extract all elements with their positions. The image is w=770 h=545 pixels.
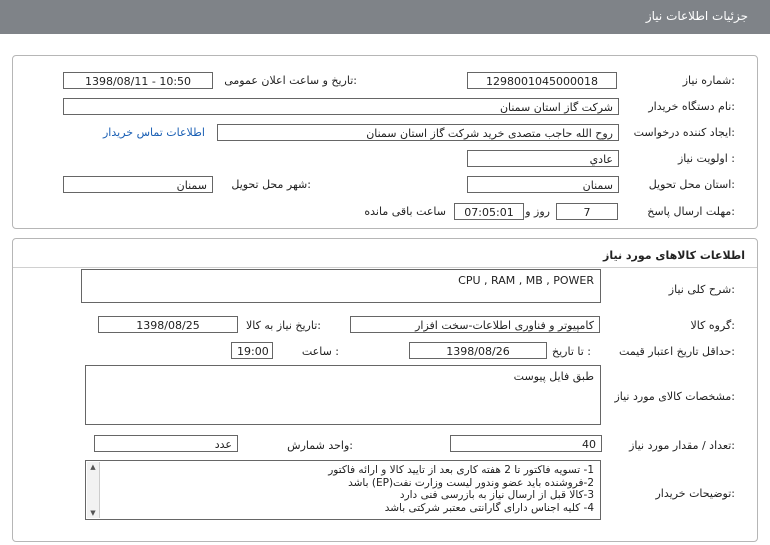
note-line: 3-کالا قبل از ارسال نیاز به بازرسی فنی دارد — [399, 489, 594, 501]
need-number-label: شماره نیاز: — [682, 74, 735, 87]
specs-field: طبق فایل پیوست — [85, 365, 601, 425]
need-number-field: 1298001045000018 — [467, 72, 617, 89]
province-field: سمنان — [467, 176, 619, 193]
goods-panel — [12, 238, 758, 542]
note-line: 4- کلیه اجناس دارای گارانتی معتبر شرکتی باشد — [384, 501, 594, 514]
scroll-up-icon[interactable]: ▲ — [90, 463, 96, 471]
city-label: شهر محل تحویل: — [231, 178, 311, 191]
need-date-field: 1398/08/25 — [98, 316, 238, 333]
days-and-label: روز و — [525, 205, 550, 218]
section-divider — [13, 267, 757, 268]
priority-field: عادي — [467, 150, 619, 167]
announce-date-label: تاریخ و ساعت اعلان عمومی: — [224, 74, 357, 87]
unit-label: واحد شمارش: — [287, 439, 353, 452]
hour-label: ساعت : — [301, 345, 339, 358]
announce-date-field: 1398/08/11 - 10:50 — [63, 72, 213, 89]
notes-label: توضیحات خریدار: — [655, 487, 735, 500]
title-bar — [0, 0, 770, 34]
qty-label: تعداد / مقدار مورد نیاز: — [629, 439, 735, 452]
qty-field: 40 — [450, 435, 602, 452]
creator-field: روح الله حاجب متصدی خرید شرکت گاز استان سمنان — [217, 124, 619, 141]
goods-section-title: اطلاعات کالاهای مورد نیاز — [603, 249, 745, 262]
page-title: جزئیات اطلاعات نیاز — [645, 9, 748, 23]
creator-label: ایجاد کننده درخواست: — [633, 126, 735, 139]
specs-label: مشخصات کالای مورد نیاز: — [614, 390, 735, 403]
note-line: 2-فروشنده باید عضو وندور لیست وزارت نفت(EP) باشد — [348, 476, 594, 489]
group-label: گروه کالا: — [690, 319, 735, 332]
hour-field: 19:00 — [231, 342, 273, 359]
deadline-time-field: 07:05:01 — [454, 203, 524, 220]
summary-field: CPU , RAM , MB , POWER — [81, 269, 601, 303]
unit-field: عدد — [94, 435, 238, 452]
buyer-notes-box — [85, 460, 601, 520]
deadline-label: مهلت ارسال پاسخ: — [647, 205, 735, 218]
need-date-label: تاریخ نیاز به کالا: — [246, 319, 321, 332]
to-date-label: تا تاریخ : — [552, 345, 591, 358]
min-price-date-label: حداقل تاریخ اعتبار قیمت: — [619, 345, 735, 358]
buyer-label: نام دستگاه خریدار: — [648, 100, 735, 113]
deadline-days-field: 7 — [556, 203, 618, 220]
province-label: استان محل تحویل: — [648, 178, 735, 191]
group-field: کامپیوتر و فناوری اطلاعات-سخت افزار — [350, 316, 600, 333]
priority-label: اولویت نیاز : — [677, 152, 735, 165]
to-date-field: 1398/08/26 — [409, 342, 547, 359]
remaining-label: ساعت باقی مانده — [364, 205, 446, 218]
summary-label: شرح کلی نیاز: — [668, 283, 735, 296]
city-field: سمنان — [63, 176, 213, 193]
note-line: 1- تسویه فاکتور تا 2 هفته کاری بعد از تایید کالا و ارائه فاکتور — [328, 464, 594, 476]
need-details-panel — [12, 55, 758, 229]
notes-scrollbar[interactable] — [87, 462, 100, 518]
buyer-contact-link[interactable]: اطلاعات تماس خریدار — [103, 126, 205, 139]
scroll-down-icon[interactable]: ▼ — [90, 509, 96, 517]
buyer-field: شرکت گاز استان سمنان — [63, 98, 619, 115]
